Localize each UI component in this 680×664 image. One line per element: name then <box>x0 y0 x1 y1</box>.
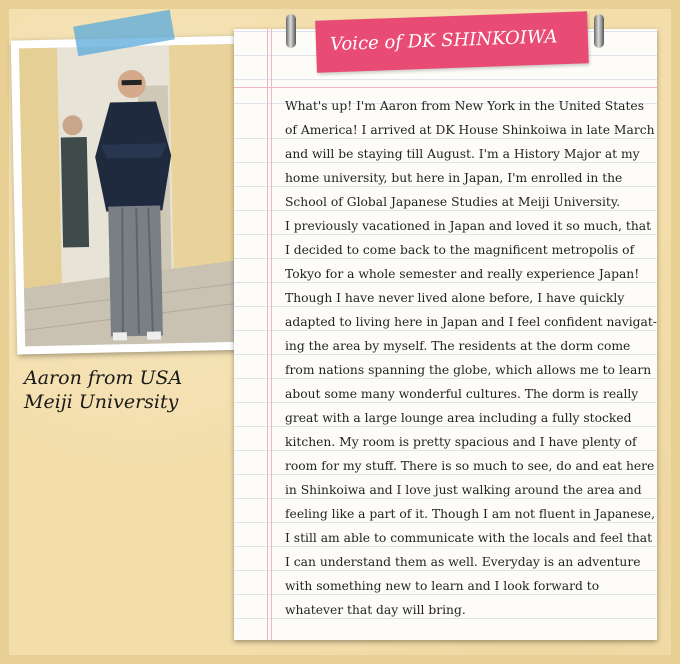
margin-line <box>271 29 272 640</box>
student-photo-illustration <box>19 44 251 347</box>
student-photo <box>19 44 251 347</box>
body-line: feeling like a part of it. Though I am not fluent in Japanese, <box>285 507 655 521</box>
testimonial-text <box>285 94 657 622</box>
body-line: Though I have never lived alone before, I have quickly <box>285 291 625 305</box>
body-line: home university, but here in Japan, I'm enrolled in the <box>285 171 623 185</box>
body-line: I decided to come back to the magnificent metropolis of <box>285 243 635 257</box>
binder-ring-left <box>286 14 296 48</box>
caption-name: Aaron from USA <box>24 367 183 389</box>
body-line: whatever that day will bring. <box>285 603 466 617</box>
photo-frame <box>11 36 260 355</box>
body-line: with something new to learn and I look forward to <box>285 579 600 593</box>
body-line: I previously vacationed in Japan and loved it so much, that <box>285 219 652 233</box>
paper-header-line <box>234 87 657 88</box>
body-line: and will be staying till August. I'm a History Major at my <box>285 147 640 161</box>
body-line: I still am able to communicate with the locals and feel that <box>285 531 653 545</box>
body-line: room for my stuff. There is so much to see, do and eat here <box>285 459 655 473</box>
caption-university: Meiji University <box>24 391 179 413</box>
body-line: Tokyo for a whole semester and really experience Japan! <box>285 267 640 281</box>
binder-ring-right <box>594 14 604 48</box>
body-line: kitchen. My room is pretty spacious and I have plenty of <box>285 435 637 449</box>
body-line: What's up! I'm Aaron from New York in the United States <box>285 99 645 113</box>
body-line: of America! I arrived at DK House Shinkoiwa in late March <box>285 123 655 137</box>
margin-line <box>267 29 268 640</box>
body-line: adapted to living here in Japan and I feel confident navigat- <box>285 315 657 329</box>
body-line: School of Global Japanese Studies at Meiji University. <box>285 195 621 209</box>
body-line: I can understand them as well. Everyday is an adventure <box>285 555 641 569</box>
body-line: from nations spanning the globe, which allows me to learn <box>285 363 652 377</box>
page-title: Voice of DK SHINKOIWA <box>329 26 558 56</box>
body-line: in Shinkoiwa and I love just walking around the area and <box>285 483 642 497</box>
body-line: ing the area by myself. The residents at the dorm come <box>285 339 631 353</box>
body-line: great with a large lounge area including a fully stocked <box>285 411 632 425</box>
photo-caption <box>24 366 244 414</box>
body-line: about some many wonderful cultures. The dorm is really <box>285 387 639 401</box>
